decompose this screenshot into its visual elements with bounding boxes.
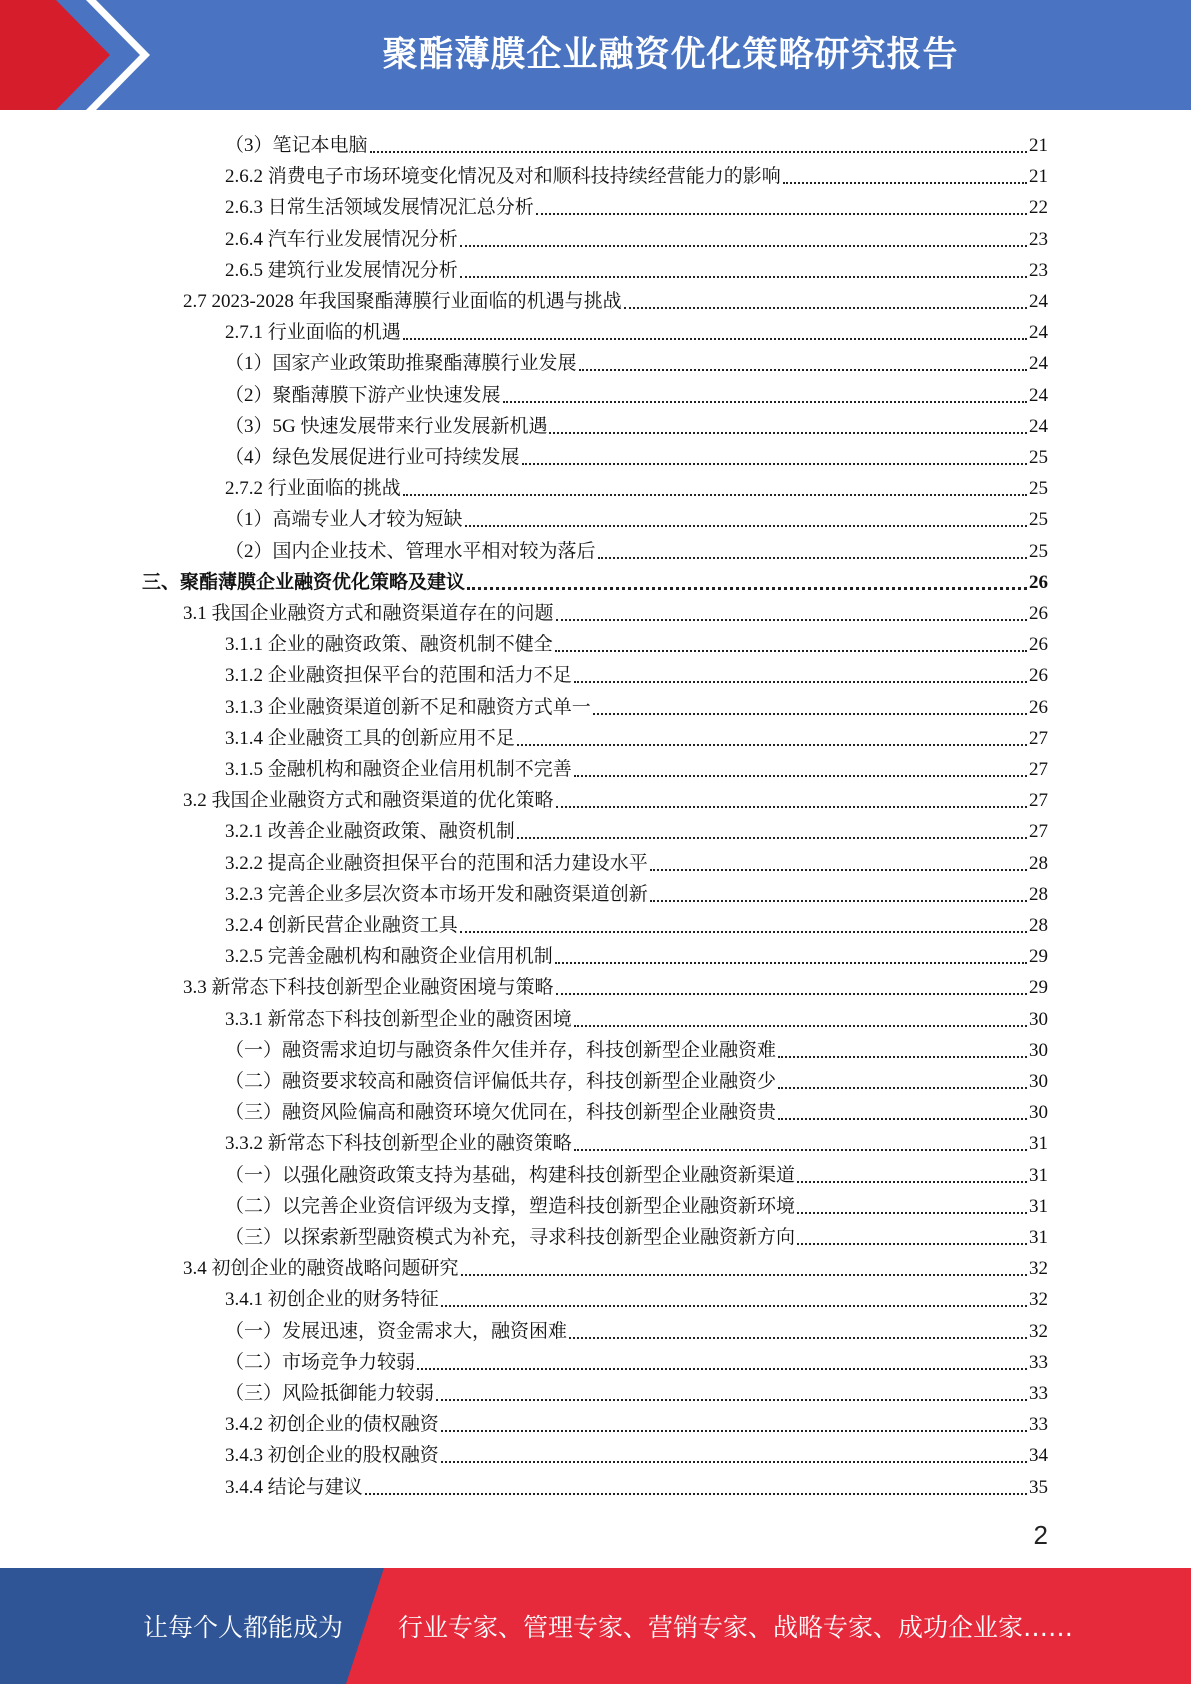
toc-leader-dots — [441, 1305, 1027, 1307]
toc-entry-page: 33 — [1029, 1414, 1048, 1435]
toc-entry-page: 22 — [1029, 197, 1048, 218]
toc-leader-dots — [797, 1212, 1027, 1214]
toc-leader-dots — [556, 619, 1027, 621]
page-number: 2 — [1033, 1520, 1048, 1550]
toc-entry-title: 3.1.3 企业融资渠道创新不足和融资方式单一 — [225, 697, 591, 718]
toc-leader-dots — [517, 837, 1027, 839]
toc-entry[interactable] — [225, 222, 1048, 253]
toc-entry[interactable] — [225, 1002, 1048, 1033]
header-chevron-decoration — [0, 0, 160, 110]
toc-entry-page: 27 — [1029, 728, 1048, 749]
toc-entry[interactable] — [183, 596, 1048, 627]
document-title: 聚酯薄膜企业融资优化策略研究报告 — [382, 35, 959, 75]
toc-entry-title: 3.3.1 新常态下科技创新型企业的融资困境 — [225, 1009, 572, 1030]
toc-leader-dots — [460, 276, 1027, 278]
toc-entry[interactable] — [225, 814, 1048, 845]
toc-entry-page: 33 — [1029, 1383, 1048, 1404]
toc-entry-page: 21 — [1029, 166, 1048, 187]
toc-entry-title: （2）聚酯薄膜下游产业快速发展 — [225, 385, 501, 406]
toc-leader-dots — [574, 1149, 1027, 1151]
toc-entry-page: 35 — [1029, 1477, 1048, 1498]
toc-entry-page: 28 — [1029, 853, 1048, 874]
toc-entry-title: 2.6.3 日常生活领域发展情况汇总分析 — [225, 197, 534, 218]
toc-leader-dots — [465, 525, 1027, 527]
toc-entry-title: 3.1.1 企业的融资政策、融资机制不健全 — [225, 634, 553, 655]
toc-entry-title: 3.1.5 金融机构和融资企业信用机制不完善 — [225, 759, 572, 780]
toc-leader-dots — [797, 1243, 1027, 1245]
toc-entry-title: 3.1.2 企业融资担保平台的范围和活力不足 — [225, 665, 572, 686]
toc-entry[interactable] — [225, 1158, 1048, 1189]
toc-leader-dots — [460, 245, 1027, 247]
toc-leader-dots — [556, 993, 1027, 995]
toc-leader-dots — [579, 369, 1027, 371]
toc-entry[interactable] — [225, 627, 1048, 658]
toc-entry-page: 23 — [1029, 260, 1048, 281]
toc-entry-title: 3.1 我国企业融资方式和融资渠道存在的问题 — [183, 603, 554, 624]
toc-entry-title: （3）笔记本电脑 — [225, 135, 368, 156]
toc-entry[interactable] — [225, 658, 1048, 689]
toc-entry-page: 23 — [1029, 229, 1048, 250]
toc-entry-title: （1）国家产业政策助推聚酯薄膜行业发展 — [225, 353, 577, 374]
toc-entry-page: 21 — [1029, 135, 1048, 156]
toc-entry[interactable] — [225, 1407, 1048, 1438]
toc-leader-dots — [417, 1368, 1027, 1370]
toc-entry-page: 33 — [1029, 1352, 1048, 1373]
toc-entry-page: 28 — [1029, 915, 1048, 936]
toc-leader-dots — [555, 650, 1027, 652]
toc-leader-dots — [624, 307, 1027, 309]
toc-entry-title: 2.7.2 行业面临的挑战 — [225, 478, 401, 499]
toc-leader-dots — [650, 900, 1027, 902]
toc-entry-page: 29 — [1029, 977, 1048, 998]
toc-entry[interactable] — [225, 1095, 1048, 1126]
toc-entry-title: 2.7 2023-2028 年我国聚酯薄膜行业面临的机遇与挑战 — [183, 291, 622, 312]
toc-entry-title: 三、聚酯薄膜企业融资优化策略及建议 — [142, 572, 466, 593]
toc-entry-page: 24 — [1029, 416, 1048, 437]
toc-entry-title: 3.2.5 完善金融机构和融资企业信用机制 — [225, 946, 553, 967]
toc-entry-title: （三）风险抵御能力较弱 — [225, 1383, 435, 1404]
footer-slogan-right: 行业专家、管理专家、营销专家、战略专家、成功企业家…… — [398, 1613, 1074, 1642]
toc-entry-page: 25 — [1029, 478, 1048, 499]
toc-entry-page: 32 — [1029, 1289, 1048, 1310]
toc-leader-dots — [403, 494, 1027, 496]
toc-entry-page: 24 — [1029, 353, 1048, 374]
toc-leader-dots — [536, 213, 1027, 215]
toc-leader-dots — [783, 182, 1027, 184]
toc-leader-dots — [365, 1493, 1027, 1495]
toc-entry[interactable] — [225, 908, 1048, 939]
toc-entry-page: 31 — [1029, 1133, 1048, 1154]
toc-entry[interactable] — [225, 471, 1048, 502]
toc-entry[interactable] — [183, 1251, 1048, 1282]
toc-entry[interactable] — [225, 1345, 1048, 1376]
toc-entry-title: （4）绿色发展促进行业可持续发展 — [225, 447, 520, 468]
toc-entry-title: 3.3 新常态下科技创新型企业融资困境与策略 — [183, 977, 554, 998]
toc-leader-dots — [370, 151, 1027, 153]
toc-entry-title: 3.2.4 创新民营企业融资工具 — [225, 915, 458, 936]
toc-entry-title: （三）以探索新型融资模式为补充，寻求科技创新型企业融资新方向 — [225, 1227, 796, 1248]
toc-entry-title: 3.4 初创企业的融资战略问题研究 — [183, 1258, 459, 1279]
toc-entry[interactable] — [225, 502, 1048, 533]
toc-entry[interactable] — [225, 409, 1048, 440]
toc-entry[interactable] — [225, 1376, 1048, 1407]
toc-leader-dots — [441, 1430, 1027, 1432]
toc-entry-page: 26 — [1029, 603, 1048, 624]
toc-entry-title: 3.2 我国企业融资方式和融资渠道的优化策略 — [183, 790, 554, 811]
toc-entry-page: 30 — [1029, 1102, 1048, 1123]
toc-entry-title: （1）高端专业人才较为短缺 — [225, 509, 463, 530]
toc-entry-page: 32 — [1029, 1321, 1048, 1342]
toc-leader-dots — [549, 432, 1027, 434]
toc-entry[interactable] — [225, 1189, 1048, 1220]
toc-entry-title: （3）5G 快速发展带来行业发展新机遇 — [225, 416, 548, 437]
page-header — [0, 0, 1191, 110]
toc-entry-page: 26 — [1029, 665, 1048, 686]
toc-entry-page: 25 — [1029, 541, 1048, 562]
toc-entry-title: 3.3.2 新常态下科技创新型企业的融资策略 — [225, 1133, 572, 1154]
toc-entry-title: 3.2.2 提高企业融资担保平台的范围和活力建设水平 — [225, 853, 648, 874]
toc-entry[interactable] — [225, 1438, 1048, 1469]
toc-entry-page: 27 — [1029, 821, 1048, 842]
toc-entry[interactable] — [225, 1470, 1048, 1501]
toc-entry-title: 3.2.1 改善企业融资政策、融资机制 — [225, 821, 515, 842]
toc-entry[interactable] — [225, 1314, 1048, 1345]
toc-entry-page: 30 — [1029, 1040, 1048, 1061]
toc-entry[interactable] — [225, 939, 1048, 970]
toc-leader-dots — [593, 713, 1027, 715]
toc-entry-title: （一）融资需求迫切与融资条件欠佳并存，科技创新型企业融资难 — [225, 1040, 777, 1061]
toc-entry-title: 3.2.3 完善企业多层次资本市场开发和融资渠道创新 — [225, 884, 648, 905]
toc-entry-page: 34 — [1029, 1445, 1048, 1466]
toc-entry[interactable] — [183, 970, 1048, 1001]
toc-entry-page: 30 — [1029, 1071, 1048, 1092]
toc-entry-title: （二）市场竞争力较弱 — [225, 1352, 416, 1373]
toc-leader-dots — [460, 931, 1027, 933]
toc-entry[interactable] — [225, 1282, 1048, 1313]
toc-leader-dots — [555, 962, 1027, 964]
toc-entry-page: 30 — [1029, 1009, 1048, 1030]
toc-entry-page: 24 — [1029, 322, 1048, 343]
footer-slogan-left: 让每个人都能成为 — [143, 1613, 344, 1642]
toc-entry[interactable] — [225, 378, 1048, 409]
page-footer — [0, 1568, 1191, 1684]
toc-leader-dots — [569, 1337, 1027, 1339]
toc-entry[interactable] — [225, 128, 1048, 159]
toc-entry[interactable] — [225, 346, 1048, 377]
toc-entry[interactable] — [183, 783, 1048, 814]
toc-entry-page: 27 — [1029, 759, 1048, 780]
toc-entry-title: 2.6.2 消费电子市场环境变化情况及对和顺科技持续经营能力的影响 — [225, 166, 781, 187]
toc-leader-dots — [574, 1025, 1027, 1027]
toc-entry-title: （二）融资要求较高和融资信评偏低共存，科技创新型企业融资少 — [225, 1071, 777, 1092]
toc-entry-page: 24 — [1029, 291, 1048, 312]
toc-entry-page: 26 — [1029, 634, 1048, 655]
toc-entry-title: 3.4.2 初创企业的债权融资 — [225, 1414, 439, 1435]
toc-entry-title: （2）国内企业技术、管理水平相对较为落后 — [225, 541, 596, 562]
toc-entry[interactable] — [225, 721, 1048, 752]
toc-entry-page: 31 — [1029, 1196, 1048, 1217]
toc-entry[interactable] — [225, 315, 1048, 346]
toc-entry[interactable] — [225, 1126, 1048, 1157]
toc-entry-page: 26 — [1029, 572, 1048, 593]
toc-entry-page: 31 — [1029, 1165, 1048, 1186]
toc-leader-dots — [598, 557, 1027, 559]
toc-entry-page: 24 — [1029, 385, 1048, 406]
toc-entry[interactable] — [225, 877, 1048, 908]
toc-leader-dots — [467, 587, 1027, 590]
toc-entry[interactable] — [183, 284, 1048, 315]
toc-entry-page: 27 — [1029, 790, 1048, 811]
toc-entry[interactable] — [225, 190, 1048, 221]
toc-entry-title: （一）以强化融资政策支持为基础，构建科技创新型企业融资新渠道 — [225, 1165, 796, 1186]
toc-entry[interactable] — [225, 534, 1048, 565]
toc-entry-title: 3.1.4 企业融资工具的创新应用不足 — [225, 728, 515, 749]
toc-entry-title: （三）融资风险偏高和融资环境欠优同在，科技创新型企业融资贵 — [225, 1102, 777, 1123]
toc-entry[interactable] — [225, 1220, 1048, 1251]
toc-entry-title: 3.4.3 初创企业的股权融资 — [225, 1445, 439, 1466]
toc-leader-dots — [556, 806, 1027, 808]
toc-entry-page: 29 — [1029, 946, 1048, 967]
toc-leader-dots — [517, 744, 1027, 746]
toc-entry-title: 2.6.4 汽车行业发展情况分析 — [225, 229, 458, 250]
toc-leader-dots — [778, 1118, 1027, 1120]
toc-entry[interactable] — [225, 159, 1048, 190]
toc-entry-page: 31 — [1029, 1227, 1048, 1248]
toc-leader-dots — [574, 681, 1027, 683]
toc-leader-dots — [650, 869, 1027, 871]
toc-leader-dots — [461, 1274, 1027, 1276]
toc-leader-dots — [436, 1399, 1027, 1401]
toc-leader-dots — [574, 775, 1027, 777]
toc-entry-title: 2.6.5 建筑行业发展情况分析 — [225, 260, 458, 281]
toc-entry[interactable] — [225, 440, 1048, 471]
toc-entry-title: 3.4.4 结论与建议 — [225, 1477, 363, 1498]
toc-entry-title: （二）以完善企业资信评级为支撑，塑造科技创新型企业融资新环境 — [225, 1196, 796, 1217]
toc-entry-title: 2.7.1 行业面临的机遇 — [225, 322, 401, 343]
toc-entry[interactable] — [225, 752, 1048, 783]
toc-entry[interactable] — [225, 1064, 1048, 1095]
toc-leader-dots — [778, 1056, 1027, 1058]
toc-entry[interactable] — [225, 690, 1048, 721]
toc-entry-page: 25 — [1029, 509, 1048, 530]
toc-leader-dots — [403, 338, 1027, 340]
toc-entry[interactable] — [225, 1033, 1048, 1064]
toc-leader-dots — [522, 463, 1027, 465]
toc-leader-dots — [503, 401, 1027, 403]
toc-leader-dots — [441, 1461, 1027, 1463]
toc-entry-page: 32 — [1029, 1258, 1048, 1279]
toc-entry-title: 3.4.1 初创企业的财务特征 — [225, 1289, 439, 1310]
toc-entry-page: 26 — [1029, 697, 1048, 718]
toc-entry[interactable] — [142, 565, 1048, 596]
toc-entry-page: 28 — [1029, 884, 1048, 905]
toc-entry[interactable] — [225, 846, 1048, 877]
toc-leader-dots — [797, 1181, 1027, 1183]
toc-entry-title: （一）发展迅速，资金需求大，融资困难 — [225, 1321, 568, 1342]
toc-entry[interactable] — [225, 253, 1048, 284]
toc-entry-page: 25 — [1029, 447, 1048, 468]
toc-leader-dots — [778, 1087, 1027, 1089]
